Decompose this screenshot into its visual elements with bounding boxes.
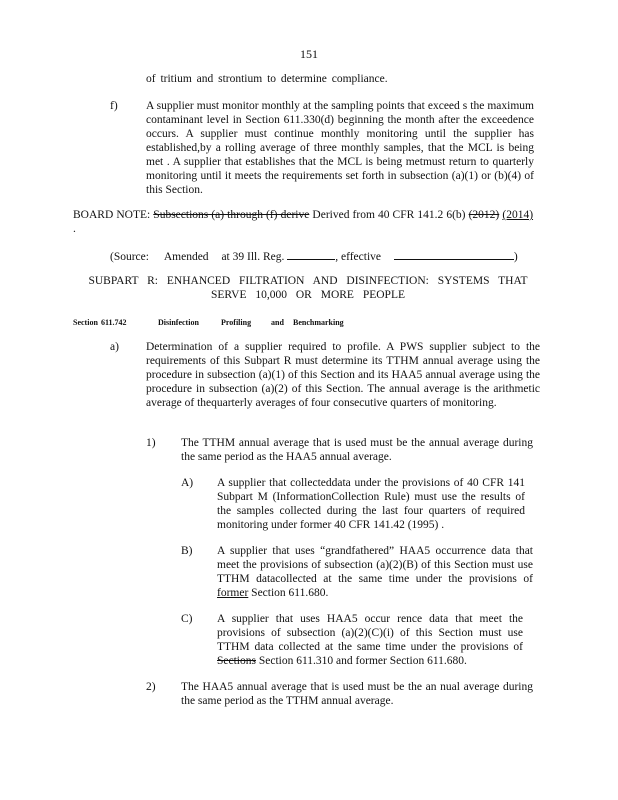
item-B-added-text: former	[217, 587, 249, 599]
item-2-text: The HAA5 annual average that is used must be the an nual average during the same period as the TTHM annual average.	[181, 681, 533, 707]
item-a-text: Determination of a supplier required to profile. A PWS supplier subject to the requirements of this Subpart R must determine its TTHM annual average using the procedure in subsection (a)(1) of this Section and its HAA5 annual average using the procedure in subsection (a)(2) of this Section. The annual average is the arithmetic average of thequarterly averages of four consecutive quarters of monitoring.	[146, 341, 540, 409]
source-amended: Amended	[163, 251, 209, 263]
item-f-text: A supplier must monitor monthly at the sampling points that exceed s the maximum contaminant level in Section 611.330(d) beginning the month after the exceedence occurs. A supplier must continue monthly monitoring until the supplier has established,by a rolling average of three monthly samples, that the MCL is being met . A supplier that establishes that the MCL is being metmust return to quarterly monitoring until it meets the requirements set forth in subsection (a)(1) or (b)(4) of this Section.	[146, 100, 534, 196]
board-note-prefix: BOARD NOTE:	[73, 209, 151, 221]
item-C-label: C)	[181, 613, 193, 625]
section-label: Section	[73, 318, 98, 327]
item-a-label: a)	[110, 341, 119, 353]
item-C-main-text: A supplier that uses HAA5 occur rence data that meet the provisions of subsection (a)(2)(C)(i) of this Section must use TTHM data collected at the same time under the provisions of	[217, 613, 523, 653]
board-note-added-year: (2014)	[502, 209, 534, 221]
item-B-label: B)	[181, 545, 193, 557]
continuation-text: of tritium and strontium to determine compliance.	[146, 73, 388, 85]
item-B-text	[217, 544, 533, 600]
section-title-word-1: Disinfection	[158, 318, 199, 327]
section-title-word-4: Benchmarking	[293, 318, 344, 327]
source-close: )	[513, 251, 518, 263]
board-note-end: .	[73, 223, 76, 235]
board-note-citation: Derived from 40 CFR 141.2 6(b)	[312, 209, 466, 221]
board-note-deleted-text: Subsections (a) through (f) derive	[153, 209, 310, 221]
subpart-heading-line-2: SERVE 10,000 OR MORE PEOPLE	[211, 289, 405, 301]
board-note-deleted-year: (2012)	[468, 209, 500, 221]
section-number: 611.742	[101, 318, 127, 327]
source-register: at 39 Ill. Reg.	[221, 251, 285, 263]
item-f-label: f)	[110, 100, 118, 112]
page-number: 151	[300, 47, 318, 61]
register-page-blank	[287, 259, 335, 260]
section-title-word-2: Profiling	[221, 318, 252, 327]
source-line	[110, 250, 540, 264]
item-C-deleted-text: Sections	[217, 655, 256, 667]
section-title-word-3: and	[271, 318, 284, 327]
item-1-label: 1)	[146, 437, 156, 449]
item-C-text	[217, 612, 523, 668]
item-C-end-text: Section 611.310 and former Section 611.680.	[258, 655, 467, 667]
subpart-heading	[88, 274, 528, 302]
item-1-text: The TTHM annual average that is used must be the annual average during the same period as the HAA5 annual average.	[181, 437, 533, 463]
item-2-label: 2)	[146, 681, 156, 693]
board-note	[73, 208, 533, 236]
source-open: (Source:	[110, 251, 149, 263]
item-A-text: A supplier that collecteddata under the provisions of 40 CFR 141 Subpart M (InformationCollection Rule) must use the results of the samples collected during the last four quarters of required monitoring under former 40 CFR 141.42 (1995) .	[217, 477, 525, 531]
source-effective: , effective	[335, 251, 381, 263]
effective-date-blank	[394, 259, 514, 260]
subpart-heading-line-1: SUBPART R: ENHANCED FILTRATION AND DISINFECTION: SYSTEMS THAT	[88, 275, 528, 287]
item-A-label: A)	[181, 477, 194, 489]
item-B-main-text: A supplier that uses “grandfathered” HAA5 occurrence data that meet the provisions of subsection (a)(2)(B) of this Section must use TTHM datacollected at the same time under the provisions of	[217, 545, 533, 585]
item-B-end-text: Section 611.680.	[251, 587, 329, 599]
